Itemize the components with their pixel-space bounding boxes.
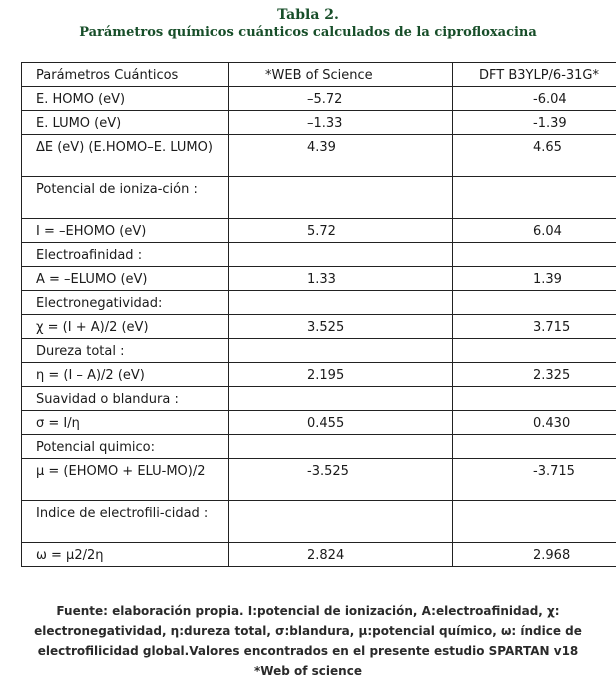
web-of-science-cell: 2.824 [229, 543, 453, 567]
table-row [22, 267, 616, 291]
header-web-of-science: *WEB of Science [229, 63, 453, 87]
dft-cell: 3.715 [453, 315, 616, 339]
dft-cell [453, 387, 616, 411]
table-body [22, 87, 616, 567]
web-of-science-cell [229, 177, 453, 219]
parameter-cell: Potencial de ioniza-ción : [22, 177, 229, 219]
header-dft: DFT B3YLP/6-31G* [453, 63, 616, 87]
dft-cell: 1.39 [453, 267, 616, 291]
parameter-cell: ΔE (eV) (E.HOMO–E. LUMO) [22, 135, 229, 177]
dft-cell: -3.715 [453, 459, 616, 501]
table-title: Tabla 2. [277, 7, 339, 23]
table-row [22, 459, 616, 501]
parameter-cell: σ = I/η [22, 411, 229, 435]
table-row [22, 339, 616, 363]
dft-cell [453, 339, 616, 363]
quantum-parameters-table [21, 62, 616, 567]
web-of-science-cell [229, 291, 453, 315]
dft-cell: 2.968 [453, 543, 616, 567]
table-row [22, 435, 616, 459]
dft-cell [453, 501, 616, 543]
web-of-science-cell: –1.33 [229, 111, 453, 135]
parameter-cell: I = –EHOMO (eV) [22, 219, 229, 243]
dft-cell [453, 243, 616, 267]
parameter-cell: μ = (EHOMO + ELU-MO)/2 [22, 459, 229, 501]
parameter-cell: A = –ELUMO (eV) [22, 267, 229, 291]
table-row [22, 135, 616, 177]
parameter-cell: η = (I – A)/2 (eV) [22, 363, 229, 387]
web-of-science-cell [229, 501, 453, 543]
table-row [22, 111, 616, 135]
table-row [22, 543, 616, 567]
table-row [22, 501, 616, 543]
table-row [22, 363, 616, 387]
parameter-cell: Suavidad o blandura : [22, 387, 229, 411]
table-row [22, 411, 616, 435]
web-of-science-cell: 3.525 [229, 315, 453, 339]
table-row [22, 219, 616, 243]
parameter-cell: Indice de electrofili-cidad : [22, 501, 229, 543]
parameter-cell: E. LUMO (eV) [22, 111, 229, 135]
parameter-cell: Electroafinidad : [22, 243, 229, 267]
dft-cell: 4.65 [453, 135, 616, 177]
dft-cell: 0.430 [453, 411, 616, 435]
parameter-cell: Electronegatividad: [22, 291, 229, 315]
parameter-cell: E. HOMO (eV) [22, 87, 229, 111]
web-of-science-cell: 4.39 [229, 135, 453, 177]
table-row [22, 243, 616, 267]
table-row [22, 315, 616, 339]
web-of-science-cell [229, 435, 453, 459]
web-of-science-cell: 1.33 [229, 267, 453, 291]
table-row [22, 87, 616, 111]
web-of-science-cell: –5.72 [229, 87, 453, 111]
table-subtitle: Parámetros químicos cuánticos calculados de la ciprofloxacina [79, 25, 537, 40]
web-of-science-cell: 5.72 [229, 219, 453, 243]
table-caption [0, 0, 616, 42]
table-header-row [22, 63, 616, 87]
header-parameters: Parámetros Cuánticos [22, 63, 229, 87]
dft-cell: 6.04 [453, 219, 616, 243]
dft-cell [453, 291, 616, 315]
parameter-cell: Dureza total : [22, 339, 229, 363]
web-of-science-cell [229, 243, 453, 267]
web-of-science-cell [229, 339, 453, 363]
dft-cell: -6.04 [453, 87, 616, 111]
dft-cell [453, 435, 616, 459]
table-row [22, 291, 616, 315]
web-of-science-cell: 0.455 [229, 411, 453, 435]
web-of-science-cell [229, 387, 453, 411]
web-of-science-cell: -3.525 [229, 459, 453, 501]
parameter-cell: χ = (I + A)/2 (eV) [22, 315, 229, 339]
dft-cell: -1.39 [453, 111, 616, 135]
table-row [22, 177, 616, 219]
parameter-cell: Potencial quimico: [22, 435, 229, 459]
dft-cell [453, 177, 616, 219]
table-row [22, 387, 616, 411]
parameter-cell: ω = μ2/2η [22, 543, 229, 567]
dft-cell: 2.325 [453, 363, 616, 387]
table-footnote: Fuente: elaboración propia. I:potencial de ionización, A:electroafinidad, χ: electronegatividad, η:dureza total, σ:blandura, μ:potencial químico, ω: índice de electrofilicidad global.Valores encontrados en el presente estudio SPARTAN v18 *Web of science [34, 604, 582, 678]
web-of-science-cell: 2.195 [229, 363, 453, 387]
